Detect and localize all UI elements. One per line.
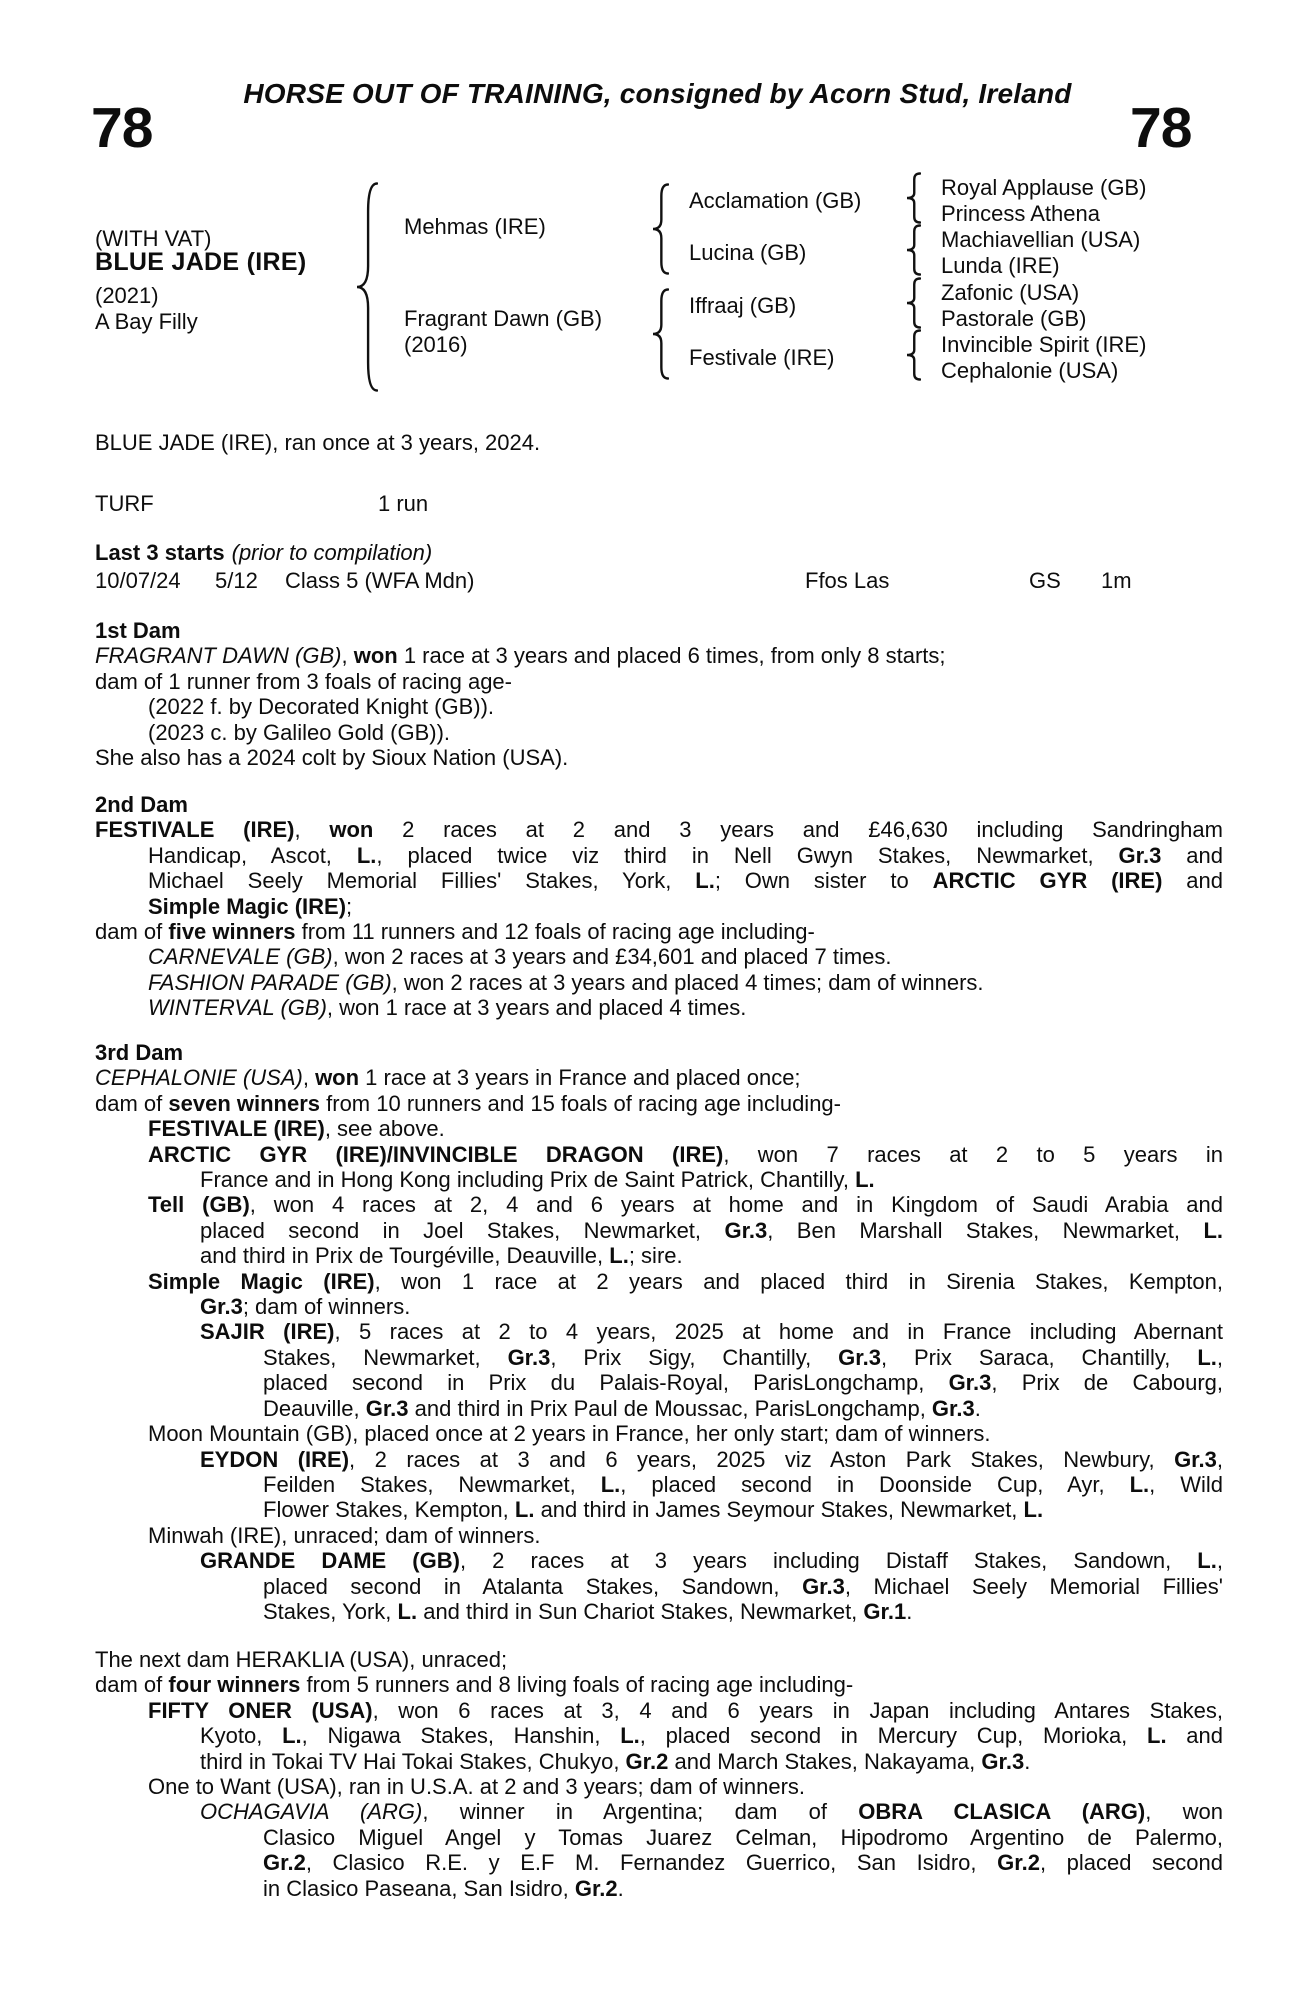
pedigree-dam-year: (2016) [404,332,468,357]
last-starts-heading [95,540,1223,565]
race-class: Class 5 (WFA Mdn) [285,568,475,594]
text-run: Minwah (IRE), unraced; dam of winners. [148,1522,541,1548]
text-run: L. [600,1471,621,1497]
text-line [95,1749,1223,1774]
first-dam-section [95,618,1223,770]
text-line [95,995,1223,1020]
text-run: Michael Seely Memorial Fillies' Stakes, York, [148,868,696,894]
text-line [95,1396,1223,1421]
text-run: , won 6 races at 3, 4 and 6 years in Japan including Antares Stakes, [372,1697,1224,1723]
text-run: L. [1203,1217,1223,1243]
text-run: dam of [95,919,169,945]
pedigree-brace-main [356,182,378,392]
text-line [95,1825,1223,1850]
text-line [95,669,1223,694]
text-run: seven winners [168,1090,321,1116]
text-line [95,1421,1223,1446]
text-line [95,1447,1223,1472]
race-summary: BLUE JADE (IRE), ran once at 3 years, 2024. [95,430,541,455]
text-run: dam of 1 runner from 3 foals of racing age- [95,668,512,694]
text-run: L. [620,1723,640,1749]
race-row [95,568,1223,594]
text-line [95,1192,1223,1217]
text-line [95,1548,1223,1573]
text-run: Handicap, Ascot, [148,842,357,868]
text-run: Feilden Stakes, Newmarket, [263,1471,601,1497]
text-line [95,919,1223,944]
text-run: 1 race at 3 years in France and placed once; [359,1065,801,1091]
text-run: in Clasico Paseana, San Isidro, [263,1875,575,1901]
text-run: Stakes, York, [263,1598,398,1624]
text-run: , won [1145,1799,1223,1825]
text-run: won [353,643,398,669]
surface-section [95,491,1223,517]
text-run: Gr.3 [1174,1446,1217,1472]
text-run: and third in James Seymour Stakes, Newmarket, [534,1497,1024,1523]
pedigree-dam-sire: Iffraaj (GB) [689,293,797,318]
text-run: placed second in Joel Stakes, Newmarket, [200,1217,725,1243]
text-run: L. [609,1243,629,1269]
text-line [95,1065,1223,1090]
pedigree-tree [0,0,1315,420]
surface-row [95,491,1223,517]
text-line [95,1218,1223,1243]
text-run: , 5 races at 2 to 4 years, 2025 at home and in France including Abernant [334,1319,1223,1345]
subject-foaling-year: (2021) [95,283,159,308]
text-line [95,720,1223,745]
text-run: , [302,1065,316,1091]
text-run: won [329,817,374,843]
text-run: She also has a 2024 colt by Sioux Nation (USA). [95,745,569,771]
pedigree-gg-2: Princess Athena [941,201,1100,226]
text-line [95,1497,1223,1522]
text-run: L. [695,868,715,894]
text-run: and third in Prix Paul de Moussac, ParisLongchamp, [408,1395,932,1421]
text-run: (2022 f. by Decorated Knight (GB)). [148,694,495,720]
text-run: Stakes, Newmarket, [263,1344,508,1370]
pedigree-brace-gg1 [906,172,921,224]
text-run: , Michael Seely Memorial Fillies' [844,1573,1223,1599]
pedigree-brace-gg4 [906,329,921,381]
text-run: from 5 runners and 8 living foals of racing age including- [300,1672,854,1698]
text-line [95,1698,1223,1723]
pedigree-dam: Fragrant Dawn (GB) [404,306,603,331]
text-run: Gr.2 [263,1850,306,1876]
text-run: FASHION PARADE (GB) [148,969,392,995]
text-run: ; [346,893,353,919]
text-run: L. [356,842,377,868]
text-run: L. [514,1497,535,1523]
text-run: four winners [168,1672,301,1698]
race-date: 10/07/24 [95,568,181,594]
text-run: L. [397,1598,418,1624]
third-dam-section [95,1040,1223,1624]
pedigree-dam-dam: Festivale (IRE) [689,345,835,370]
text-line [95,944,1223,969]
text-run: France and in Hong Kong including Prix de Saint Patrick, Chantilly, [200,1167,856,1193]
text-line [95,1850,1223,1875]
subject-description: A Bay Filly [95,309,198,334]
next-dam-section [95,1647,1223,1901]
text-run: from 10 runners and 15 foals of racing age including- [320,1090,841,1116]
text-run: , Ben Marshall Stakes, Newmarket, [767,1217,1204,1243]
pedigree-gg-5: Zafonic (USA) [941,280,1080,305]
text-run: Gr.3 [365,1395,409,1421]
text-run: Gr.3 [1118,842,1162,868]
text-run: , placed twice viz third in Nell Gwyn Stakes, Newmarket, [376,842,1119,868]
text-line [95,868,1223,893]
text-run: L. [1197,1548,1217,1574]
text-run: 3rd Dam [95,1040,184,1065]
text-run: , [1216,1446,1223,1472]
text-run: , placed second in Doonside Cup, Ayr, [620,1471,1130,1497]
race-distance: 1m [1101,568,1132,594]
text-line [95,1723,1223,1748]
pedigree-gg-4: Lunda (IRE) [941,253,1060,278]
text-run: Gr.2 [997,1850,1040,1876]
text-run: , Prix Saraca, Chantilly, [880,1344,1198,1370]
text-run: WINTERVAL (GB) [148,995,327,1021]
text-run: Kyoto, [200,1723,283,1749]
text-run: L. [282,1723,302,1749]
text-run: SAJIR (IRE) [200,1319,335,1345]
text-line [95,792,1223,817]
text-run: dam of [95,1672,169,1698]
text-line [95,970,1223,995]
text-line [95,694,1223,719]
text-run: , won 2 races at 3 years and £34,601 and placed 7 times. [332,944,892,970]
text-run: , placed second in Mercury Cup, Morioka, [639,1723,1148,1749]
text-run: The next dam HERAKLIA (USA), unraced; [95,1647,508,1672]
text-run: CARNEVALE (GB) [148,944,333,970]
text-run: FIFTY ONER (USA) [148,1697,373,1723]
text-run: ; dam of winners. [242,1294,411,1320]
text-run: , Prix Sigy, Chantilly, [550,1344,839,1370]
text-run: Gr.3 [200,1294,243,1320]
text-line [95,843,1223,868]
text-run: Clasico Miguel Angel y Tomas Juarez Celman, Hipodromo Argentino de Palermo, [263,1824,1223,1850]
text-line [95,643,1223,668]
text-run: , [1216,1344,1224,1370]
race-summary-section [95,430,1223,455]
text-run: OBRA CLASICA (ARG) [858,1799,1146,1825]
pedigree-brace-gg2 [906,224,921,276]
subject-vat-note: (WITH VAT) [95,226,212,251]
text-line [95,817,1223,842]
race-result: 5/12 [215,568,258,594]
text-run: One to Want (USA), ran in U.S.A. at 2 and 3 years; dam of winners. [148,1774,806,1800]
text-line [95,1672,1223,1697]
text-run: Gr.3 [507,1344,551,1370]
text-run: GRANDE DAME (GB) [200,1548,460,1574]
text-run: , won 1 race at 2 years and placed third in Sirenia Stakes, Kempton, [374,1268,1223,1294]
text-run: , [341,643,354,669]
text-line [95,1574,1223,1599]
text-line [95,1523,1223,1548]
pedigree-gg-3: Machiavellian (USA) [941,227,1141,252]
text-run: and March Stakes, Nakayama, [668,1748,982,1774]
runs-count: 1 run [378,491,429,516]
text-run: L. [1129,1471,1150,1497]
text-run: , Wild [1149,1471,1223,1497]
text-run: Gr.3 [724,1217,768,1243]
last-starts-label: Last 3 starts [95,540,225,565]
text-run: Gr.1 [863,1598,907,1624]
text-line [95,1040,1223,1065]
text-run: Gr.3 [802,1573,845,1599]
text-line [95,1876,1223,1901]
text-run: , won 2 races at 3 years and placed 4 times; dam of winners. [391,969,984,995]
text-line [95,1116,1223,1141]
text-run: Gr.2 [574,1875,618,1901]
text-run: , won 4 races at 2, 4 and 6 years at home and in Kingdom of Saudi Arabia and [249,1192,1224,1218]
text-run: Flower Stakes, Kempton, [263,1497,515,1523]
text-run: , 2 races at 3 and 6 years, 2025 viz Aston Park Stakes, Newbury, [349,1446,1175,1472]
text-run: , [294,817,330,843]
text-run: 1st Dam [95,618,181,643]
text-run: . [617,1875,624,1901]
text-run: placed second in Prix du Palais-Royal, ParisLongchamp, [263,1370,949,1396]
text-run: and [1166,1723,1223,1749]
subject-horse-name: BLUE JADE (IRE) [95,248,307,276]
text-run: five winners [168,919,296,945]
page-header-title: HORSE OUT OF TRAINING, consigned by Acorn Stud, Ireland [243,78,1072,109]
text-line [95,1294,1223,1319]
text-run: , 2 races at 3 years including Distaff Stakes, Sandown, [459,1548,1198,1574]
text-run: . [906,1598,913,1624]
text-run: L. [1197,1344,1217,1370]
text-run: CEPHALONIE (USA) [95,1065,303,1091]
text-run: placed second in Atalanta Stakes, Sandown, [263,1573,803,1599]
last-starts-note: (prior to compilation) [231,540,433,565]
text-run: , winner in Argentina; dam of [422,1799,859,1825]
text-line [95,1319,1223,1344]
text-run: , Nigawa Stakes, Hanshin, [301,1723,621,1749]
lot-number-left: 78 [91,96,153,160]
text-run: and third in Prix de Tourgéville, Deauville, [200,1243,610,1269]
pedigree-sire: Mehmas (IRE) [404,214,546,239]
second-dam-section [95,792,1223,1021]
text-run: Gr.2 [625,1748,669,1774]
text-run: L. [855,1167,875,1193]
text-line [95,618,1223,643]
last-starts-section [95,540,1223,594]
text-run: and [1161,842,1223,868]
text-run: . [1024,1748,1031,1774]
text-run: FESTIVALE (IRE) [95,817,295,843]
text-run: , placed second [1039,1850,1224,1876]
text-run: L. [1023,1497,1044,1523]
pedigree-gg-1: Royal Applause (GB) [941,175,1147,200]
text-run: OCHAGAVIA (ARG) [200,1799,423,1825]
text-run: , won 1 race at 3 years and placed 4 times. [326,995,747,1021]
text-run: 2 races at 2 and 3 years and £46,630 including Sandringham [373,817,1223,843]
text-run: won [315,1065,360,1091]
text-run: (2023 c. by Galileo Gold (GB)). [148,719,451,745]
text-line [95,894,1223,919]
text-run: ARCTIC GYR (IRE) [932,868,1163,894]
text-line [95,1774,1223,1799]
text-run: , Prix de Cabourg, [991,1370,1223,1396]
text-run: 1 race at 3 years and placed 6 times, from only 8 starts; [397,643,946,669]
text-line [95,1142,1223,1167]
pedigree-brace-sire [652,183,669,275]
pedigree-brace-gg3 [906,277,921,329]
text-line [95,1472,1223,1497]
race-going: GS [1029,568,1061,594]
text-run: , won 7 races at 2 to 5 years in [723,1141,1223,1167]
text-line [95,1091,1223,1116]
text-run: and third in Sun Chariot Stakes, Newmarket, [417,1598,864,1624]
text-run: Deauville, [263,1395,366,1421]
surface-label: TURF [95,491,154,516]
lot-number-right: 78 [1130,96,1192,160]
text-run: , [1216,1548,1223,1574]
pedigree-brace-dam [652,288,669,380]
text-run: 2nd Dam [95,792,188,817]
text-run: FRAGRANT DAWN (GB) [95,643,342,669]
text-run: Tell (GB) [148,1192,250,1218]
text-line [95,745,1223,770]
pedigree-sire-sire: Acclamation (GB) [689,188,862,213]
text-run: ; sire. [628,1243,683,1269]
text-line [95,1243,1223,1268]
text-run: Gr.3 [981,1748,1025,1774]
text-run: , Clasico R.E. y E.F M. Fernandez Guerrico, San Isidro, [305,1850,998,1876]
text-line [95,1799,1223,1824]
text-run: third in Tokai TV Hai Tokai Stakes, Chukyo, [200,1748,626,1774]
text-run: Gr.3 [838,1344,881,1370]
text-line [95,1345,1223,1370]
text-run: from 11 runners and 12 foals of racing age including- [295,919,815,945]
race-course: Ffos Las [805,568,890,594]
text-line [95,1599,1223,1624]
text-run: Gr.3 [948,1370,992,1396]
text-run: Simple Magic (IRE) [148,893,347,919]
text-line [95,1269,1223,1294]
pedigree-gg-7: Invincible Spirit (IRE) [941,332,1147,357]
pedigree-gg-6: Pastorale (GB) [941,306,1087,331]
text-run: Gr.3 [931,1395,975,1421]
text-run: Simple Magic (IRE) [148,1268,375,1294]
pedigree-sire-dam: Lucina (GB) [689,240,807,265]
text-line [95,1370,1223,1395]
text-run: EYDON (IRE) [200,1446,350,1472]
text-run: FESTIVALE (IRE) [148,1116,325,1142]
text-run: . [974,1395,981,1421]
text-run: Moon Mountain (GB), placed once at 2 years in France, her only start; dam of winners. [148,1421,991,1447]
text-run: , see above. [324,1116,445,1142]
text-run: and [1162,868,1223,894]
text-run: dam of [95,1090,169,1116]
text-line [95,1647,1223,1672]
text-run: ; Own sister to [714,868,933,894]
text-run: ARCTIC GYR (IRE)/INVINCIBLE DRAGON (IRE) [148,1141,724,1167]
text-run: L. [1147,1723,1167,1749]
pedigree-gg-8: Cephalonie (USA) [941,358,1119,383]
text-line [95,1167,1223,1192]
